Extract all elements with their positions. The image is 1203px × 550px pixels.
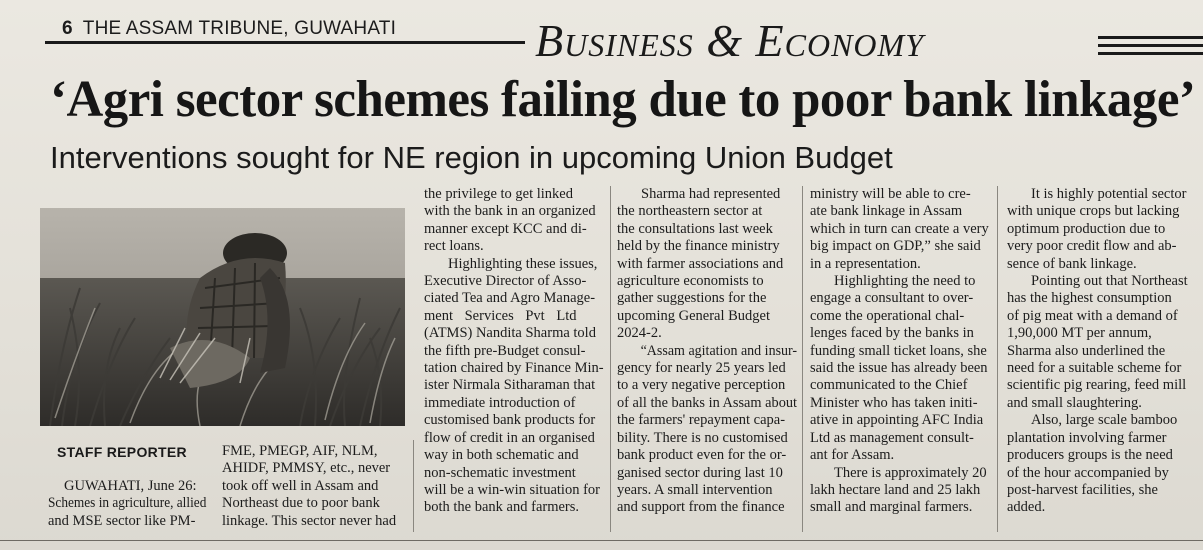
text-line: non-schematic investment	[424, 464, 576, 481]
text-line: with the bank in an organized	[424, 203, 596, 220]
text-line: the farmers' repayment capa-	[617, 412, 786, 429]
text-line: tation chaired by Finance Min-	[424, 360, 604, 377]
publication-name: THE ASSAM TRIBUNE, GUWAHATI	[82, 18, 397, 39]
text-line: the consultations last week	[617, 220, 773, 237]
text-line: the northeastern sector at	[617, 203, 763, 220]
text-line: gather suggestions for the	[617, 290, 767, 307]
folio-line	[62, 18, 396, 40]
text-line: manner except KCC and di-	[424, 220, 587, 237]
text-line: and support from the finance	[617, 499, 785, 516]
article-column-4	[617, 186, 797, 517]
article-column-6	[1007, 186, 1197, 517]
text-line: flow of credit in an organised	[424, 429, 595, 446]
text-line: Pointing out that Northeast	[1031, 273, 1188, 290]
text-line: bility. There is no customised	[617, 429, 788, 446]
text-line: held by the finance ministry	[617, 238, 780, 255]
text-line: Highlighting the need to	[834, 273, 976, 290]
text-line: 1,90,000 MT per annum,	[1007, 325, 1152, 342]
article-column-1	[48, 478, 206, 530]
text-line: and MSE sector like PM-	[48, 512, 196, 529]
text-line: GUWAHATI, June 26:	[64, 478, 197, 494]
text-line: immediate introduction of	[424, 394, 576, 411]
section-title: Business & Economy	[535, 15, 924, 66]
text-line: ciated Tea and Agro Manage-	[424, 290, 596, 307]
text-line: come the operational chal-	[810, 307, 965, 324]
text-line: ant for Assam.	[810, 447, 895, 464]
text-line: producers groups is the need	[1007, 447, 1173, 464]
text-line: engage a consultant to over-	[810, 290, 974, 307]
text-line: big impact on GDP,” she said	[810, 238, 981, 255]
text-line: Executive Director of Asso-	[424, 273, 587, 290]
text-line: upcoming General Budget	[617, 307, 771, 324]
news-photo	[40, 208, 405, 426]
column-divider	[610, 186, 611, 532]
page-number: 6	[62, 18, 73, 39]
section-rule-2	[1098, 44, 1203, 47]
headline: ‘Agri sector schemes failing due to poor bank linkage’	[50, 71, 1196, 128]
article-column-5	[810, 186, 990, 517]
text-line: optimum production due to	[1007, 220, 1166, 237]
text-line: lakh hectare land and 25 lakh	[810, 481, 981, 498]
text-line: took off well in Assam and	[222, 477, 379, 494]
text-line: agriculture economists to	[617, 273, 764, 290]
text-line: FME, PMEGP, AIF, NLM,	[222, 443, 378, 459]
column-divider	[802, 186, 803, 532]
text-line: way in both schematic and	[424, 447, 579, 464]
column-divider	[997, 186, 998, 532]
text-line: Schemes in agriculture, allied	[48, 495, 207, 512]
text-line: Northeast due to poor bank	[222, 495, 380, 512]
folio-rule	[45, 41, 525, 44]
text-line: ment Services Pvt Ltd	[424, 307, 577, 324]
text-line: Also, large scale bamboo	[1031, 412, 1178, 429]
text-line: Highlighting these issues,	[448, 255, 598, 272]
text-line: Sharma had represented	[641, 186, 781, 202]
paddy-field-photo	[40, 208, 405, 426]
article-column-2	[222, 443, 404, 530]
text-line: funding small ticket loans, she	[810, 342, 987, 359]
text-line: ative in appointing AFC India	[810, 412, 984, 429]
text-line: It is highly potential sector	[1031, 186, 1187, 202]
text-line: of pig meat with a demand of	[1007, 307, 1178, 324]
text-line: and small slaughtering.	[1007, 394, 1142, 411]
text-line: customised bank products for	[424, 412, 596, 429]
text-line: both the bank and farmers.	[424, 499, 580, 516]
text-line: will be a win-win situation for	[424, 481, 600, 498]
subheadline: Interventions sought for NE region in upcoming Union Budget	[50, 140, 893, 175]
text-line: very poor credit flow and ab-	[1007, 238, 1177, 255]
text-line: ate bank linkage in Assam	[810, 203, 963, 220]
text-line: “Assam agitation and insur-	[640, 342, 798, 359]
text-line: There is approximately 20	[834, 464, 987, 481]
byline: STAFF REPORTER	[57, 444, 187, 460]
text-line: bank product even for the or-	[617, 447, 787, 464]
text-line: ister Nirmala Sitharaman that	[424, 377, 596, 394]
text-line: 2024-2.	[617, 325, 662, 342]
text-line: Minister who has taken initi-	[810, 394, 978, 411]
text-line: linkage. This sector never had	[222, 512, 397, 529]
text-line: which in turn can create a very	[810, 220, 989, 237]
text-line: of the hour accompanied by	[1007, 464, 1169, 481]
text-line: to a very negative perception	[617, 377, 786, 394]
text-line: Ltd as management consult-	[810, 429, 974, 446]
text-line: of all the banks in Assam about	[617, 394, 798, 411]
text-line: in a representation.	[810, 255, 921, 272]
text-line: said the issue has already been	[810, 360, 988, 377]
text-line: scientific pig rearing, feed mill	[1007, 377, 1187, 394]
bottom-rule	[0, 540, 1203, 541]
text-line: has the highest consumption	[1007, 290, 1172, 307]
section-rule-3	[1098, 52, 1203, 55]
column-divider	[413, 440, 414, 532]
text-line: the fifth pre-Budget consul-	[424, 342, 586, 359]
text-line: post-harvest facilities, she	[1007, 481, 1158, 498]
text-line: rect loans.	[424, 238, 484, 255]
article-column-3	[424, 186, 604, 517]
text-line: gency for nearly 25 years led	[617, 360, 786, 377]
section-rule-1	[1098, 36, 1203, 39]
text-line: ministry will be able to cre-	[810, 186, 971, 202]
text-line: lenges faced by the banks in	[810, 325, 974, 342]
text-line: (ATMS) Nandita Sharma told	[424, 325, 596, 342]
text-line: AHIDF, PMMSY, etc., never	[222, 460, 391, 477]
text-line: Sharma also underlined the	[1007, 342, 1166, 359]
text-line: need for a suitable scheme for	[1007, 360, 1182, 377]
text-line: the privilege to get linked	[424, 186, 573, 202]
text-line: small and marginal farmers.	[810, 499, 973, 516]
text-line: ganised sector during last 10	[617, 464, 783, 481]
text-line: with farmer associations and	[617, 255, 784, 272]
text-line: years. A small intervention	[617, 481, 773, 498]
text-line: added.	[1007, 499, 1046, 516]
text-line: sence of bank linkage.	[1007, 255, 1137, 272]
text-line: communicated to the Chief	[810, 377, 968, 394]
text-line: with unique crops but lacking	[1007, 203, 1180, 220]
text-line: plantation involving farmer	[1007, 429, 1167, 446]
